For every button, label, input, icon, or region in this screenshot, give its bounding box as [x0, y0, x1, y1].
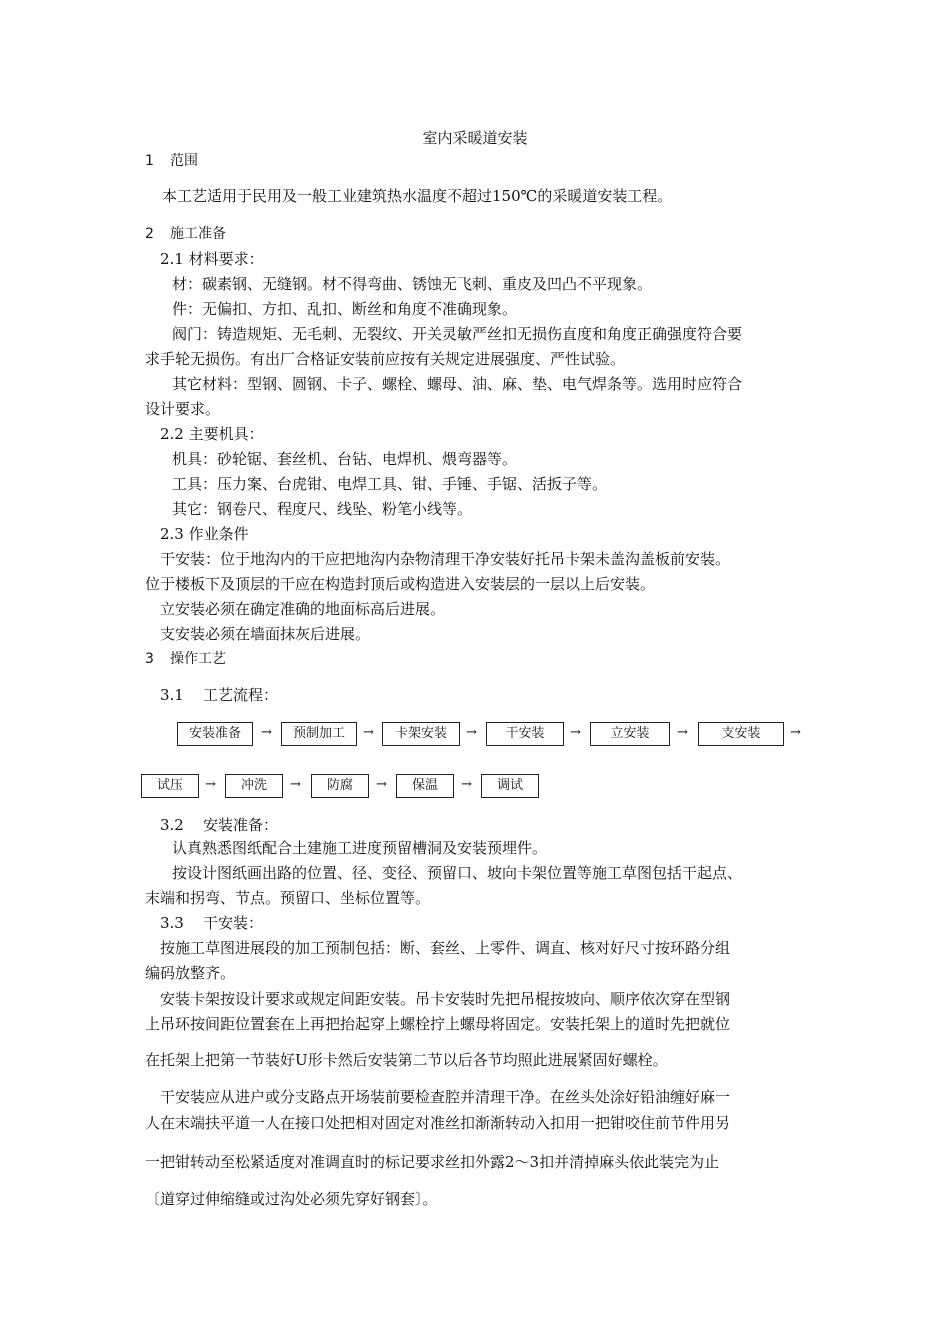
text-line: 支安装必须在墙面抹灰后进展。 — [160, 625, 371, 643]
flow-step-branch-install: 支安装 — [698, 722, 784, 746]
text-line: 人在末端扶平道一人在接口处把相对固定对准丝扣渐渐转动入扣用一把钳咬住前节件用另 — [145, 1114, 731, 1132]
text-line: 其它：钢卷尺、程度尺、线坠、粉笔小线等。 — [172, 500, 473, 518]
text-line: 末端和拐弯、节点。预留口、坐标位置等。 — [145, 889, 431, 907]
flow-arrow: → — [205, 777, 216, 792]
subsection-3-2-heading: 安装准备： — [203, 816, 279, 834]
section-1-heading: 范围 — [170, 153, 198, 169]
subsection-3-2-number: 3.2 — [160, 816, 184, 834]
text-line: 干安装：位于地沟内的干应把地沟内杂物清理干净安装好托吊卡架未盖沟盖板前安装。 — [160, 550, 731, 568]
text-line: 上吊环按间距位置套在上再把抬起穿上螺栓拧上螺母将固定。安装托架上的道时先把就位 — [145, 1015, 731, 1033]
flow-step-riser-install: 立安装 — [590, 722, 670, 746]
text-line: 位于楼板下及顶层的干应在构造封顶后或构造进入安装层的一层以上后安装。 — [145, 575, 656, 593]
text-line: 求手轮无损伤。有出厂合格证安装前应按有关规定进展强度、严性试验。 — [145, 350, 626, 368]
subsection-3-1-heading: 工艺流程： — [203, 686, 279, 704]
text-line: 材：碳素钢、无缝钢。材不得弯曲、锈蚀无飞刺、重皮及凹凸不平现象。 — [172, 275, 653, 293]
text-line: 工具：压力案、台虎钳、电焊工具、钳、手锤、手锯、活扳子等。 — [172, 475, 608, 493]
page-title: 室内采暖道安装 — [422, 129, 528, 147]
flow-arrow: → — [466, 725, 477, 740]
flow-step-main-install: 干安装 — [486, 722, 564, 746]
flow-arrow: → — [363, 725, 374, 740]
subsection-2-1-heading: 2.1 材料要求： — [160, 250, 264, 268]
text-line: 编码放整齐。 — [145, 964, 236, 982]
section-3-heading: 操作工艺 — [170, 651, 226, 667]
text-line: 按施工草图进展段的加工预制包括：断、套丝、上零件、调直、核对好尺寸按环路分组 — [160, 939, 731, 957]
flow-step-commissioning: 调试 — [481, 774, 539, 798]
flow-arrow: → — [376, 777, 387, 792]
text-line: 安装卡架按设计要求或规定间距安装。吊卡安装时先把吊棍按坡向、顺序依次穿在型钢 — [160, 990, 731, 1008]
text-line: 〔道穿过伸缩缝或过沟处必须先穿好钢套〕。 — [145, 1190, 438, 1208]
subsection-2-3-heading: 2.3 作业条件 — [160, 525, 249, 543]
flow-step-anticorrosion: 防腐 — [311, 774, 369, 798]
flow-step-prefabricate: 预制加工 — [281, 722, 357, 746]
text-line: 其它材料：型钢、圆钢、卡子、螺栓、螺母、油、麻、垫、电气焊条等。选用时应符合 — [172, 375, 743, 393]
flow-step-flush: 冲洗 — [225, 774, 283, 798]
section-1-number: 1 — [145, 153, 154, 169]
text-line: 机具：砂轮锯、套丝机、台钻、电焊机、煨弯器等。 — [172, 450, 518, 468]
text-line: 在托架上把第一节装好U形卡然后安装第二节以后各节均照此进展紧固好螺栓。 — [145, 1051, 668, 1069]
section-2-heading: 施工准备 — [170, 226, 226, 242]
text-line: 件：无偏扣、方扣、乱扣、断丝和角度不准确现象。 — [172, 300, 518, 318]
text-line: 阀门：铸造规矩、无毛刺、无裂纹、开关灵敏严丝扣无损伤直度和角度正确强度符合要 — [172, 325, 743, 343]
text-line: 按设计图纸画出路的位置、径、变径、预留口、坡向卡架位置等施工草图包括干起点、 — [172, 864, 743, 882]
flow-arrow: → — [290, 777, 301, 792]
flow-step-insulation: 保温 — [396, 774, 454, 798]
subsection-3-3-number: 3.3 — [160, 914, 184, 932]
section-3-number: 3 — [145, 651, 154, 667]
flow-arrow: → — [677, 725, 688, 740]
flow-step-pressure-test: 试压 — [141, 774, 199, 798]
subsection-3-1-number: 3.1 — [160, 686, 184, 704]
flow-arrow: → — [570, 725, 581, 740]
text-line: 立安装必须在确定准确的地面标高后进展。 — [160, 600, 446, 618]
flow-step-bracket-install: 卡架安装 — [382, 722, 460, 746]
subsection-2-2-heading: 2.2 主要机具： — [160, 425, 264, 443]
text-line: 设计要求。 — [145, 400, 221, 418]
subsection-3-3-heading: 干安装： — [203, 914, 264, 932]
section-2-number: 2 — [145, 226, 154, 242]
flow-step-prepare: 安装准备 — [177, 722, 253, 746]
flow-arrow: → — [261, 725, 272, 740]
text-line: 一把钳转动至松紧适度对准调直时的标记要求丝扣外露2～3扣并清掉麻头依此装完为止 — [145, 1153, 720, 1171]
text-line: 干安装应从进户或分支路点开场装前要检查腔并清理干净。在丝头处涂好铅油缠好麻一 — [160, 1088, 731, 1106]
flow-arrow: → — [790, 725, 801, 740]
text-line: 认真熟悉图纸配合土建施工进度预留槽洞及安装预埋件。 — [172, 839, 548, 857]
flow-arrow: → — [461, 777, 472, 792]
section-1-paragraph: 本工艺适用于民用及一般工业建筑热水温度不超过150℃的采暖道安装工程。 — [162, 187, 673, 205]
